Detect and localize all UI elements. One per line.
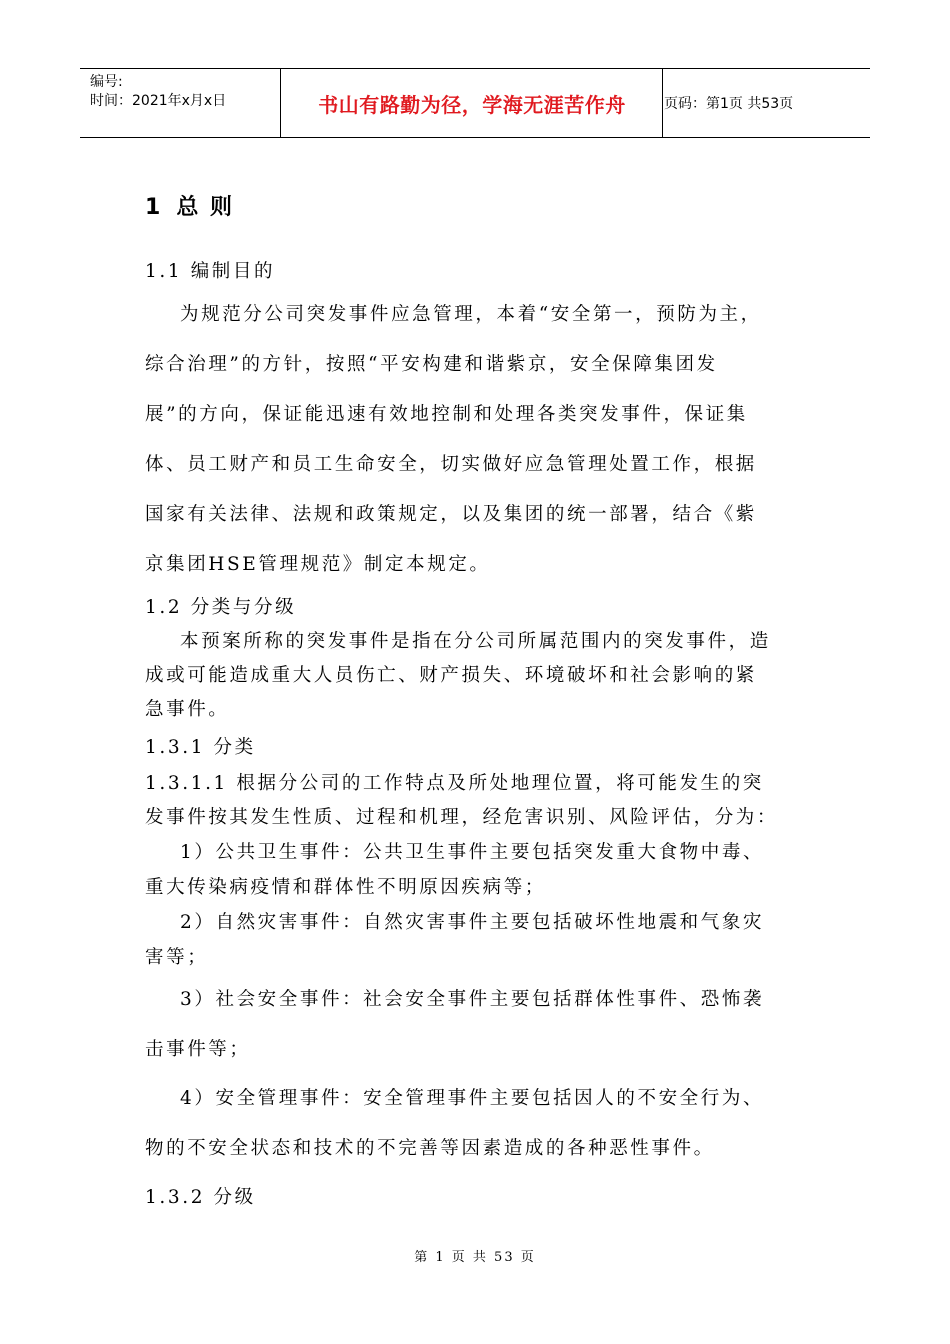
header-meta — [90, 73, 226, 111]
subsection-heading: 1.1 编制目的 — [145, 261, 276, 282]
list-item: 2）自然灾害事件：自然灾害事件主要包括破坏性地震和气象灾 — [180, 912, 765, 933]
paragraph-line: 展”的方向，保证能迅速有效地控制和处理各类突发事件，保证集 — [145, 404, 748, 425]
page-footer: 第 1 页 共 53 页 — [414, 1250, 536, 1265]
section-title: 总 则 — [176, 195, 234, 220]
header-divider — [280, 69, 281, 137]
paragraph-line: 为规范分公司突发事件应急管理，本着“安全第一，预防为主， — [180, 304, 762, 325]
subsection-heading: 1.2 分类与分级 — [145, 597, 297, 618]
paragraph-line: 综合治理”的方针，按照“平安构建和谐紫京，安全保障集团发 — [145, 354, 718, 375]
section-number: 1 — [145, 195, 163, 220]
list-item-continuation: 击事件等； — [145, 1039, 251, 1060]
header-page-info: 页码：第1页 共53页 — [664, 96, 794, 112]
document-date: 时间：2021年x月x日 — [90, 93, 227, 109]
paragraph-line: 体、员工财产和员工生命安全，切实做好应急管理处置工作，根据 — [145, 454, 757, 475]
page-header — [80, 68, 870, 138]
paragraph-line: 京集团HSE管理规范》制定本规定。 — [145, 554, 491, 575]
header-divider — [662, 69, 663, 137]
list-item: 3）社会安全事件：社会安全事件主要包括群体性事件、恐怖袭 — [180, 989, 765, 1010]
list-item: 4）安全管理事件：安全管理事件主要包括因人的不安全行为、 — [180, 1088, 765, 1109]
section-heading — [145, 190, 234, 221]
list-item-continuation: 物的不安全状态和技术的不完善等因素造成的各种恶性事件。 — [145, 1138, 715, 1159]
paragraph-line: 本预案所称的突发事件是指在分公司所属范围内的突发事件，造 — [180, 631, 771, 652]
paragraph-line: 国家有关法律、法规和政策规定，以及集团的统一部署，结合《紫 — [145, 504, 757, 525]
subsection-heading: 1.3.1 分类 — [145, 737, 256, 758]
paragraph-line: 1.3.1.1 根据分公司的工作特点及所处地理位置，将可能发生的突 — [145, 773, 764, 794]
list-item-continuation: 害等； — [145, 947, 209, 968]
document-number-label: 编号: — [90, 74, 123, 90]
header-motto: 书山有路勤为径，学海无涯苦作舟 — [318, 92, 626, 117]
list-item: 1）公共卫生事件：公共卫生事件主要包括突发重大食物中毒、 — [180, 842, 765, 863]
list-item-continuation: 重大传染病疫情和群体性不明原因疾病等； — [145, 877, 546, 898]
paragraph-line: 成或可能造成重大人员伤亡、财产损失、环境破坏和社会影响的紧 — [145, 665, 757, 686]
subsection-heading: 1.3.2 分级 — [145, 1187, 256, 1208]
paragraph-line: 发事件按其发生性质、过程和机理，经危害识别、风险评估，分为： — [145, 807, 779, 828]
paragraph-line: 急事件。 — [145, 699, 230, 720]
